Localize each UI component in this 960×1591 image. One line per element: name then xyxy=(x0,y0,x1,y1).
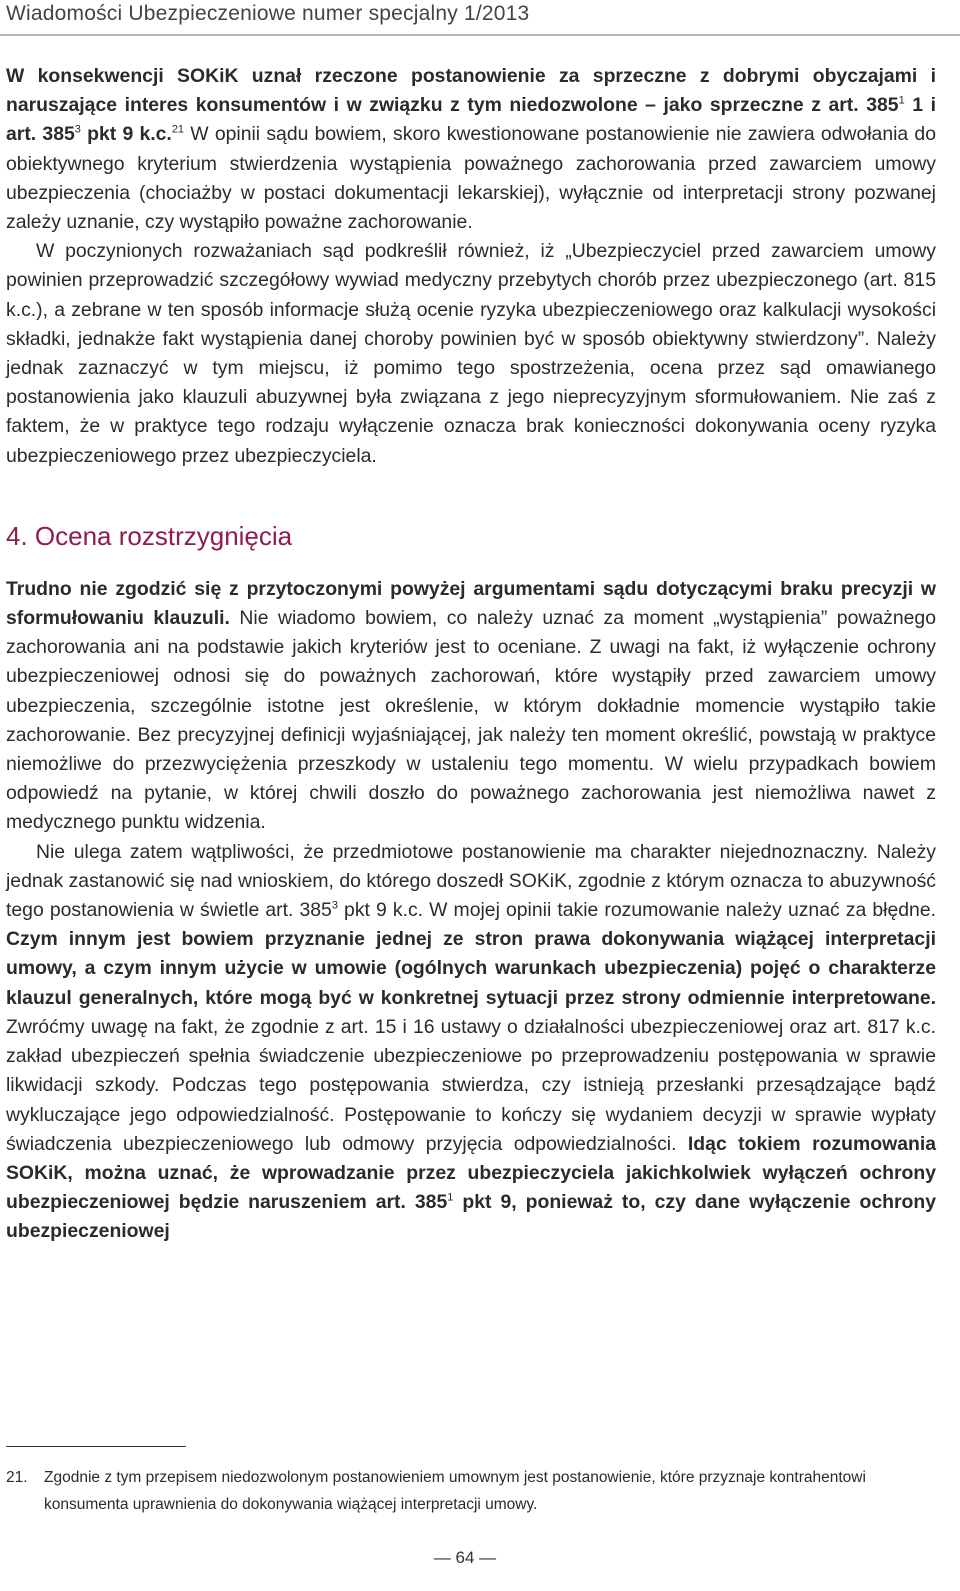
page-header xyxy=(0,0,960,38)
paragraph-1-bold-mid: 1 i art. 385 xyxy=(6,94,936,146)
footnote-number: 21. xyxy=(6,1469,28,1486)
section-heading: 4. Ocena rozstrzygnięcia xyxy=(6,520,293,551)
paragraph-2-text: W poczynionych rozważaniach sąd podkreślił również, iż „Ubezpieczyciel przed zawarciem umowy powinien przeprowadzić szczegółowy wywiad medyczny przebytych chorób przez ubezpieczonego (art. 815 k.c.), a zebrane w ten sposób informacje służą ocenie ryzyka ubezpieczeniowego oraz kalkulacji wysokości składki, jednakże fakt wystąpienia danej choroby powinien być w sposób obiektywny stwierdzony”. Należy jednak zaznaczyć w tym miejscu, iż pomimo tego spostrzeżenia, ocena przez sąd omawianego postanowienia jako klauzuli abuzywnej była związana z jego nieprecyzyjnym sformułowaniem. Nie zaś z faktem, że w praktyce tego rodzaju wyłączenie oznacza brak konieczności dokonywania oceny ryzyka ubezpieczeniowego przez ubezpieczyciela. xyxy=(6,240,936,467)
footnote-reference[interactable]: 21 xyxy=(171,123,185,136)
publication-title: Wiadomości Ubezpieczeniowe numer specjalny 1/2013 xyxy=(6,2,530,25)
footnotes xyxy=(6,1464,936,1518)
superscript: 3 xyxy=(331,899,338,912)
paragraph-4-bold-2: Idąc tokiem rozumowania SOKiK, można uznać, że wprowadzanie przez ubezpieczyciela jakichkolwiek wyłączeń ochrony ubezpieczeniowej będzie naruszeniem art. 385 xyxy=(6,1132,936,1214)
superscript: 1 xyxy=(898,94,905,107)
header-divider xyxy=(0,34,960,36)
paragraph-4-bold-3: pkt 9, ponieważ to, czy dane wyłączenie ochrony ubezpieczeniowej xyxy=(6,1191,936,1243)
superscript: 3 xyxy=(74,123,81,136)
paragraph-4-text-3: Zwróćmy uwagę na fakt, że zgodnie z art. 15 i 16 ustawy o działalności ubezpieczeniowej oraz art. 817 k.c. zakład ubezpieczeń spełnia świadczenie ubezpieczeniowe po przeprowadzeniu postępowania w sprawie likwidacji szkody. Podczas tego postępowania stwierdza, czy istnieją przesłanki przesądzające bądź wykluczające jego odpowiedzialność. Postępowanie to kończy się wydaniem decyzji w sprawie wypłaty świadczenia ubezpieczeniowego lub odmowy przyjęcia odpowiedzialności. xyxy=(6,1015,936,1155)
footnote-divider xyxy=(6,1446,186,1447)
paragraph-4-text-1: Nie ulega zatem wątpliwości, że przedmiotowe postanowienie ma charakter niejednoznaczny. Należy jednak zastanowić się nad wnioskiem, do którego doszedł SOKiK, zgodnie z którym oznacza to abuzywność tego postanowienia w świetle art. 385 xyxy=(6,840,936,922)
paragraph-4 xyxy=(6,838,936,1247)
paragraph-1-text: W opinii sądu bowiem, skoro kwestionowane postanowienie nie zawiera odwołania do obiektywnego kryterium stwierdzenia wystąpienia poważnego zachorowania przed zawarciem umowy ubezpieczenia (chociażby w postaci dokumentacji lekarskiej), wyłącznie od interpretacji strony pozwanej zależy uznanie, czy wystąpiło poważne zachorowanie. xyxy=(6,123,936,234)
paragraph-4-text-2: pkt 9 k.c. W mojej opinii takie rozumowanie należy uznać za błędne. xyxy=(337,899,936,922)
paragraph-3-bold: Trudno nie zgodzić się z przytoczonymi powyżej argumentami sądu dotyczącymi braku precyzji w sformułowaniu klauzuli. xyxy=(6,577,936,630)
paragraph-1-bold-lead: W konsekwencji SOKiK uznał rzeczone postanowienie za sprzeczne z dobrymi obyczajami i naruszające interes konsumentów i w związku z tym niedozwolone – jako sprzeczne z art. 385 xyxy=(6,65,936,117)
paragraph-4-bold-1: Czym innym jest bowiem przyznanie jednej ze stron prawa dokonywania wiążącej interpretacji umowy, a czym innym użycie w umowie (ogólnych warunkach ubezpieczenia) pojęć o charakterze klauzul generalnych, które mogą być w konkretnej sytuacji przez strony odmiennie interpretowane. xyxy=(6,928,936,1009)
footnote-text: Zgodnie z tym przepisem niedozwolonym postanowieniem umownym jest postanowienie, które przyznaje kontrahentowi konsumenta uprawnienia do dokonywania wiążącej interpretacji umowy. xyxy=(44,1469,866,1513)
paragraph-1 xyxy=(6,62,936,237)
paragraph-1-bold-tail: pkt 9 k.c. xyxy=(80,123,172,146)
paragraph-2 xyxy=(6,237,936,471)
article-body xyxy=(6,62,936,1247)
paragraph-3-text: Nie wiadomo bowiem, co należy uznać za moment „wystąpienia” poważnego zachorowania ani na podstawie jakich kryteriów jest to oceniane. Z uwagi na fakt, iż wyłączenie ochrony ubezpieczeniowej odnosi się do poważnych zachorowań, które wystąpiły przed zawarciem umowy ubezpieczenia, szczególnie istotne jest określenie, w którym dokładnie momencie wystąpiło takie zachorowanie. Bez precyzyjnej definicji wyjaśniającej, jak należy ten moment określić, powstają w praktyce niemożliwe do przezwyciężenia przeszkody w ustaleniu tego momentu. W wielu przypadkach bowiem odpowiedź na pytanie, w której chwili doszło do poważnego zachorowania jest niemożliwa nawet z medycznego punktu widzenia. xyxy=(6,607,936,834)
superscript: 1 xyxy=(447,1191,454,1204)
page-number: — 64 — xyxy=(433,1548,497,1567)
paragraph-3 xyxy=(6,575,936,838)
footnote-item xyxy=(6,1464,936,1518)
